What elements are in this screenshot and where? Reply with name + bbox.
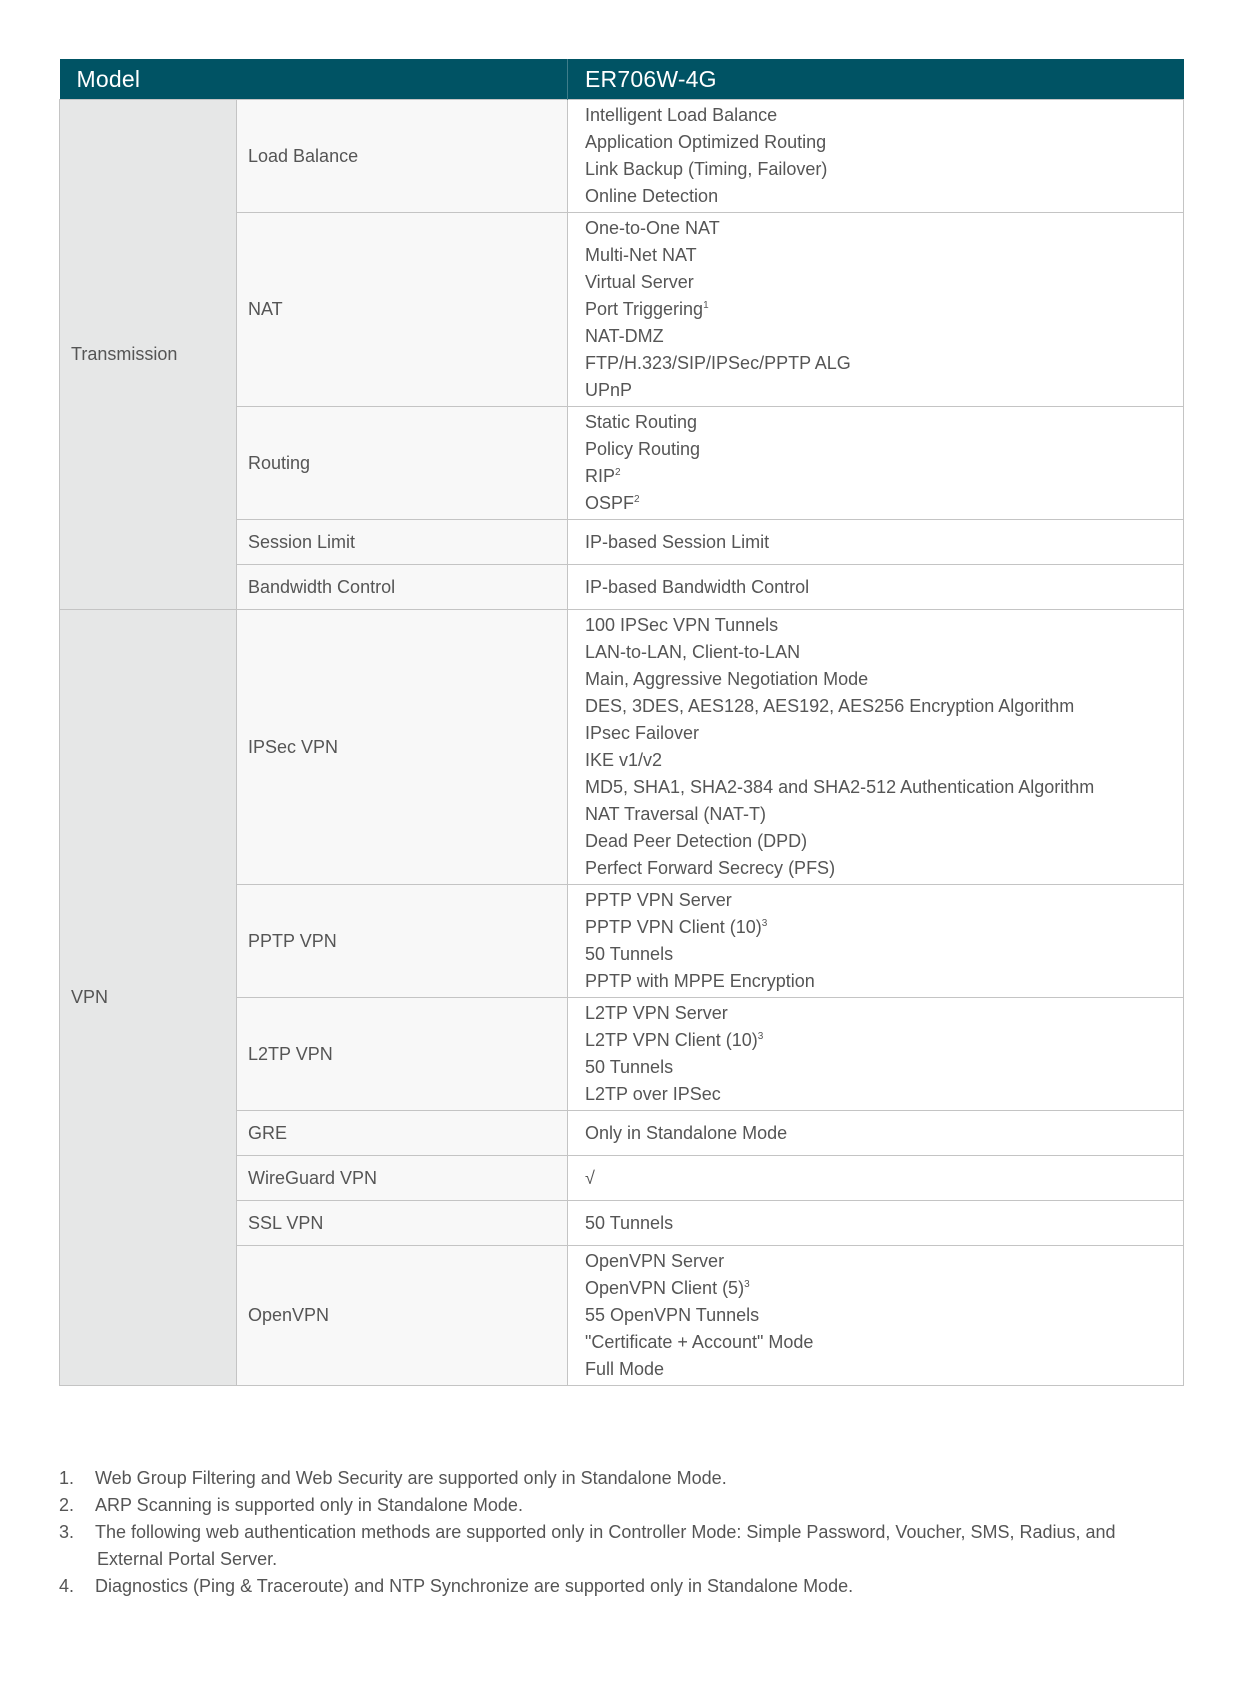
footnote-number: 1. <box>59 1468 75 1488</box>
value-text: Static Routing <box>585 412 698 432</box>
value-cell <box>568 213 1184 407</box>
footnote-text-continued: External Portal Server. <box>97 1549 278 1569</box>
feature-cell: OpenVPN <box>237 1246 568 1386</box>
value-line <box>585 855 1183 882</box>
feature-cell: GRE <box>237 1111 568 1156</box>
value-text: OpenVPN Server <box>585 1251 725 1271</box>
value-text: FTP/H.323/SIP/IPSec/PPTP ALG <box>585 353 851 373</box>
value-text: IP-based Bandwidth Control <box>585 576 810 597</box>
footnote-ref: 3 <box>761 918 768 929</box>
footnote-text: Diagnostics (Ping & Traceroute) and NTP Synchronize are supported only in Standalone Mode. <box>95 1576 854 1596</box>
value-line <box>585 463 1183 490</box>
feature-cell: PPTP VPN <box>237 885 568 998</box>
value-cell <box>568 885 1184 998</box>
value-cell <box>568 1111 1184 1156</box>
value-text: IP-based Session Limit <box>585 531 770 552</box>
value-line <box>585 747 1183 774</box>
value-line <box>585 377 1183 404</box>
feature-cell: SSL VPN <box>237 1201 568 1246</box>
value-line <box>585 129 1183 156</box>
value-line <box>585 887 1183 914</box>
value-line <box>585 269 1183 296</box>
value-cell <box>568 407 1184 520</box>
value-cell <box>568 565 1184 610</box>
value-text: "Certificate + Account" Mode <box>585 1332 814 1352</box>
value-text: Link Backup (Timing, Failover) <box>585 159 828 179</box>
value-cell <box>568 1156 1184 1201</box>
value-text: L2TP over IPSec <box>585 1084 721 1104</box>
footnote-ref: 1 <box>703 300 709 311</box>
value-line <box>585 639 1183 666</box>
value-line <box>585 828 1183 855</box>
value-text: Full Mode <box>585 1359 665 1379</box>
value-text: IPsec Failover <box>585 723 700 743</box>
value-text: RIP <box>585 466 616 486</box>
value-text: Only in Standalone Mode <box>585 1122 788 1143</box>
value-text: Application Optimized Routing <box>585 132 827 152</box>
value-line <box>585 801 1183 828</box>
value-text: NAT Traversal (NAT-T) <box>585 804 767 824</box>
value-text: Intelligent Load Balance <box>585 105 778 125</box>
table-row <box>60 100 1184 213</box>
footnote-number: 2. <box>59 1495 75 1515</box>
feature-cell: Session Limit <box>237 520 568 565</box>
footnote-item <box>59 1465 1189 1492</box>
value-text: LAN-to-LAN, Client-to-LAN <box>585 642 801 662</box>
footnote-item <box>59 1573 1189 1600</box>
value-line <box>585 941 1183 968</box>
value-text: OpenVPN Client (5) <box>585 1278 745 1298</box>
value-cell <box>568 1201 1184 1246</box>
feature-cell: Bandwidth Control <box>237 565 568 610</box>
feature-cell: L2TP VPN <box>237 998 568 1111</box>
footnote-ref: 3 <box>757 1031 764 1042</box>
header-model: ER706W-4G <box>568 59 1184 100</box>
value-line <box>585 436 1183 463</box>
value-text: PPTP with MPPE Encryption <box>585 971 815 991</box>
value-text: Online Detection <box>585 186 719 206</box>
value-line <box>585 1302 1183 1329</box>
footnote-item <box>59 1492 1189 1519</box>
value-text: 100 IPSec VPN Tunnels <box>585 615 779 635</box>
value-cell <box>568 1246 1184 1386</box>
value-line <box>585 490 1183 517</box>
value-line <box>585 183 1183 210</box>
category-cell: VPN <box>60 610 237 1386</box>
value-line <box>585 1054 1183 1081</box>
value-line <box>585 242 1183 269</box>
value-text: √ <box>585 1167 595 1188</box>
value-text: 50 Tunnels <box>585 1212 674 1233</box>
table-row <box>60 610 1184 885</box>
spec-body <box>60 100 1184 1386</box>
header-label: Model <box>60 59 568 100</box>
footnote-item <box>59 1519 1189 1573</box>
value-line <box>585 720 1183 747</box>
value-line <box>585 1165 1183 1192</box>
value-text: Perfect Forward Secrecy (PFS) <box>585 858 836 878</box>
footnote-text: ARP Scanning is supported only in Standalone Mode. <box>95 1495 523 1515</box>
value-line <box>585 1210 1183 1237</box>
value-text: Policy Routing <box>585 439 701 459</box>
value-text: L2TP VPN Server <box>585 1003 728 1023</box>
feature-cell: WireGuard VPN <box>237 1156 568 1201</box>
footnote-number: 3. <box>59 1522 75 1542</box>
value-line <box>585 1329 1183 1356</box>
value-line <box>585 1275 1183 1302</box>
value-text: 50 Tunnels <box>585 1057 674 1077</box>
value-line <box>585 215 1183 242</box>
value-line <box>585 350 1183 377</box>
value-text: Main, Aggressive Negotiation Mode <box>585 669 869 689</box>
value-line <box>585 693 1183 720</box>
value-text: PPTP VPN Client (10) <box>585 917 762 937</box>
value-text: UPnP <box>585 380 633 400</box>
footnote-number: 4. <box>59 1576 75 1596</box>
value-line <box>585 968 1183 995</box>
footnote-text: The following web authentication methods are supported only in Controller Mode: Simple Password, Voucher, SMS, Radius, and <box>95 1522 1116 1542</box>
value-line <box>585 529 1183 556</box>
feature-cell: IPSec VPN <box>237 610 568 885</box>
value-line <box>585 1000 1183 1027</box>
value-text: IKE v1/v2 <box>585 750 663 770</box>
value-line <box>585 574 1183 601</box>
value-cell <box>568 100 1184 213</box>
value-text: 50 Tunnels <box>585 944 674 964</box>
value-line <box>585 774 1183 801</box>
feature-cell: Load Balance <box>237 100 568 213</box>
value-text: One-to-One NAT <box>585 218 720 238</box>
feature-cell: Routing <box>237 407 568 520</box>
value-line <box>585 1356 1183 1383</box>
value-line <box>585 156 1183 183</box>
value-line <box>585 102 1183 129</box>
value-text: Port Triggering <box>585 299 704 319</box>
value-text: Dead Peer Detection (DPD) <box>585 831 808 851</box>
value-cell <box>568 520 1184 565</box>
value-text: NAT-DMZ <box>585 326 664 346</box>
category-cell: Transmission <box>60 100 237 610</box>
value-text: MD5, SHA1, SHA2-384 and SHA2-512 Authentication Algorithm <box>585 777 1095 797</box>
value-cell <box>568 610 1184 885</box>
value-line <box>585 296 1183 323</box>
value-line <box>585 1027 1183 1054</box>
footnote-ref: 3 <box>744 1279 750 1290</box>
value-text: Virtual Server <box>585 272 694 292</box>
value-line <box>585 1248 1183 1275</box>
value-line <box>585 323 1183 350</box>
value-line <box>585 1081 1183 1108</box>
footnotes <box>59 1465 1189 1600</box>
value-text: Multi-Net NAT <box>585 245 697 265</box>
value-text: PPTP VPN Server <box>585 890 732 910</box>
footnote-ref: 2 <box>615 467 621 478</box>
value-line <box>585 666 1183 693</box>
value-line <box>585 1120 1183 1147</box>
value-line <box>585 914 1183 941</box>
value-text: DES, 3DES, AES128, AES192, AES256 Encryption Algorithm <box>585 696 1075 716</box>
spec-table <box>59 59 1184 1386</box>
value-cell <box>568 998 1184 1111</box>
feature-cell: NAT <box>237 213 568 407</box>
footnote-text: Web Group Filtering and Web Security are supported only in Standalone Mode. <box>95 1468 727 1488</box>
table-header-row <box>60 59 1184 100</box>
value-text: L2TP VPN Client (10) <box>585 1030 758 1050</box>
value-text: OSPF <box>585 493 635 513</box>
value-line <box>585 409 1183 436</box>
value-text: 55 OpenVPN Tunnels <box>585 1305 760 1325</box>
value-line <box>585 612 1183 639</box>
footnote-ref: 2 <box>634 494 640 505</box>
